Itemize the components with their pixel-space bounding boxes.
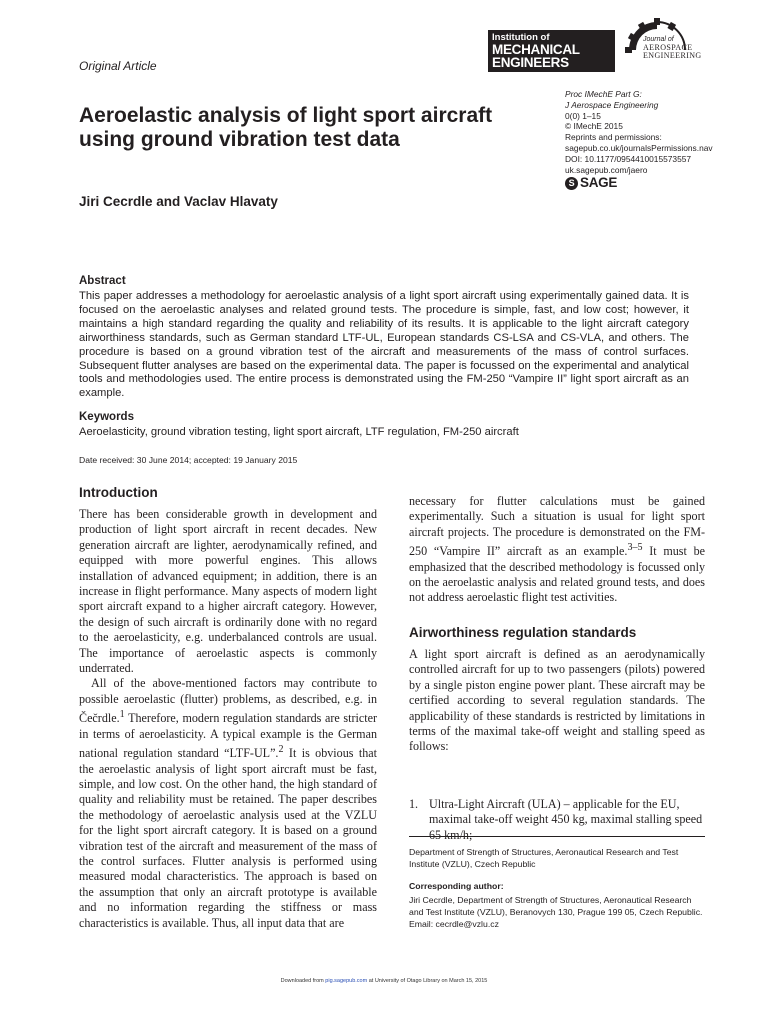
date-received: Date received: 30 June 2014; accepted: 19 January 2015 xyxy=(79,455,298,465)
introduction-paragraph-3-part1: necessary for flutter calculations must be gained experimentally. Such a situation is usual for light sport aircraft projects. The procedure is demonstrated on the FM-250 “Vampire II” aircraft as an example. xyxy=(409,494,705,559)
introduction-paragraph-2-part3: It is obvious that the aeroelastic analysis of light sport aircraft must be fast, simple, and low cost. On the other hand, the high standard of quality and reliability must be retained. The paper describes the methodology of aeroelastic analysis used at the VZLU for the light sport aircraft category. It is based on a ground vibration test of the aircraft and measurement of the mass of the control surfaces. Flutter analysis is performed using measured modal characteristics. The approach is based on the assumption that only an aircraft prototype is available and no information regarding the stiffness or mass characteristics is available. Thus, all input data that are xyxy=(79,746,378,930)
footnote-divider xyxy=(409,836,705,837)
journal-site-link[interactable]: uk.sagepub.com/jaero xyxy=(565,164,648,175)
paper-title: Aeroelastic analysis of light sport aircraft using ground vibration test data xyxy=(79,104,493,151)
paper-authors: Jiri Cecrdle and Vaclav Hlavaty xyxy=(79,194,278,209)
journal-name-line2: J Aerospace Engineering xyxy=(565,99,659,110)
reprints-link[interactable]: sagepub.co.uk/journalsPermissions.nav xyxy=(565,142,713,153)
author-affiliation: Department of Strength of Structures, Aeronautical Research and Test Institute (VZLU), Czech Republic xyxy=(409,847,679,869)
airworthiness-paragraph-1: A light sport aircraft is defined as an aerodynamically controlled aircraft for up to two passengers (pilots) powered by a single piston engine power plant. These aircraft may be certified according to several regulation standards. The applicability of these standards is restricted by limitations in terms of the maximal take-off weight and stalling speed as follows: xyxy=(409,646,705,754)
copyright: © IMechE 2015 xyxy=(565,121,623,132)
journal-logo-line3: ENGINEERING xyxy=(643,51,702,60)
journal-logo-line2: AEROSPACE xyxy=(643,43,693,52)
list-item-text: Ultra-Light Aircraft (ULA) – applicable for the EU, maximal take-off weight 450 kg, maximal stalling speed 65 km/h; xyxy=(429,797,703,842)
download-notice-prefix: Downloaded from xyxy=(280,978,326,984)
airworthiness-heading: Airworthiness regulation standards xyxy=(409,624,637,640)
download-source-link[interactable]: pig.sagepub.com xyxy=(325,978,368,984)
column-right xyxy=(409,494,705,755)
journal-meta xyxy=(565,89,765,190)
column-left xyxy=(79,485,377,931)
imeche-logo-line1: Institution of xyxy=(492,32,550,43)
journal-logo-line1: Journal of xyxy=(643,36,674,43)
imeche-logo xyxy=(488,30,615,72)
sage-logo-icon: S xyxy=(565,177,578,190)
corresponding-author-address: Jiri Cecrdle, Department of Strength of Structures, Aeronautical Research and Test Institute (VZLU), Beranovych 130, Prague 199 05, Czech Republic. xyxy=(409,895,703,917)
abstract-heading: Abstract xyxy=(79,275,126,287)
article-type-label: Original Article xyxy=(79,59,157,73)
list-item-number: 1. xyxy=(409,797,419,811)
corresponding-author-email[interactable]: Email: cecrdle@vzlu.cz xyxy=(409,919,499,929)
journal-name-line1: Proc IMechE Part G: xyxy=(565,89,642,99)
keywords-text: Aeroelasticity, ground vibration testing, light sport aircraft, LTF regulation, FM-250 aircraft xyxy=(79,426,519,438)
introduction-paragraph-2-part2: Therefore, modern regulation standards are stricter in terms of aeroelasticity. A typical example is the German national regulation standard “LTF-UL”. xyxy=(79,711,377,761)
corresponding-author-details xyxy=(409,894,705,930)
imeche-logo-line3: ENGINEERS xyxy=(492,55,569,70)
keywords-heading: Keywords xyxy=(79,411,134,423)
citation-3-5[interactable]: 3–5 xyxy=(627,542,643,554)
reprints-label: Reprints and permissions: xyxy=(565,132,662,143)
introduction-paragraph-1: There has been considerable growth in development and production of light sport aircraft in recent decades. New generation aircraft are lighter, aerodynamically refined, and equipped with more powerful engines. This allows installation of advanced equipment; in addition, there is an increase in flight performance. Many aspects of modern light sport aircraft expand to a higher aircraft category. However, the design of such aircraft is ordinarily done with no regard to the aeroelasticity, e.g. underbalanced controls are usual. The importance of aeroelastic aspects is commonly underrated. xyxy=(79,507,377,676)
download-notice xyxy=(0,978,768,984)
sage-logo xyxy=(565,177,765,190)
introduction-paragraph-2 xyxy=(79,676,377,931)
abstract-text: This paper addresses a methodology for aeroelastic analysis of a light sport aircraft using experimentally gained data. It is focused on the aeroelastic analyses and related ground tests. The procedure is simple, fast, and low cost; however, it maintains a high standard regarding the quality and reliability of its results. It is applicable to the light aircraft category airworthiness standards, such as German standard LTF-UL, European standards CS-LSA and CS-VLA, and others. The procedure is based on a ground vibration test of the aircraft and measurements of the mass of control surfaces. Subsequent flutter analyses are based on the experimental data. The paper is focussed on the experimental and analytical tools and methodologies used. The entire process is demonstrated using the FM-250 “Vampire II” light sport aircraft as an example. xyxy=(79,290,689,400)
sage-logo-text: SAGE xyxy=(580,175,618,191)
citation-2[interactable]: 2 xyxy=(278,744,284,756)
doi[interactable]: DOI: 10.1177/0954410015573557 xyxy=(565,153,692,164)
introduction-paragraph-3-part2: It must be emphasized that the described methodology is focussed only on the aeroelastic analysis and related ground tests, and does not address aeroelastic flight test activities. xyxy=(409,544,705,605)
corresponding-author-heading: Corresponding author: xyxy=(409,881,504,891)
introduction-paragraph-2-part1: All of the above-mentioned factors may contribute to possible aeroelastic (flutter) problems, as described, e.g. in Čečrdle. xyxy=(79,676,377,726)
volume-pages: 0(0) 1–15 xyxy=(565,110,601,121)
introduction-paragraph-3 xyxy=(409,494,705,606)
imeche-logo-line2: MECHANICAL xyxy=(492,42,580,57)
citation-1[interactable]: 1 xyxy=(119,709,125,721)
introduction-heading: Introduction xyxy=(79,485,158,500)
download-notice-suffix: at University of Otago Library on March 15, 2015 xyxy=(367,978,488,984)
journal-logo xyxy=(643,36,702,60)
